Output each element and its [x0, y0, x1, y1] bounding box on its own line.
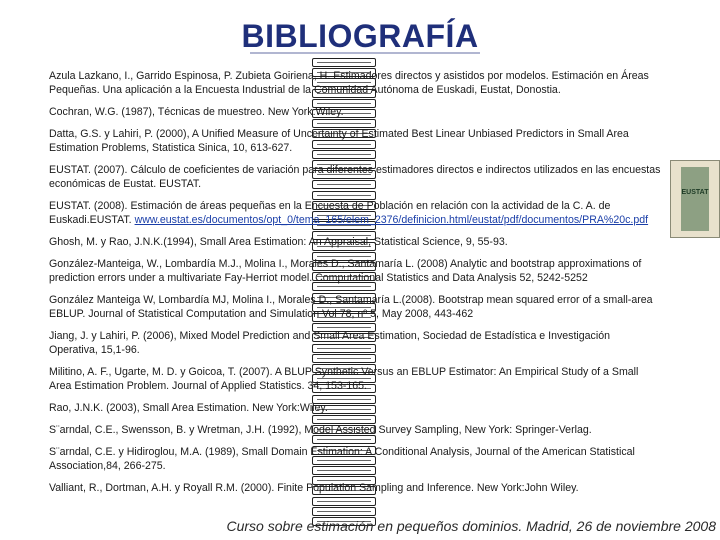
eustat-book-logo — [670, 160, 720, 238]
reference-item — [49, 199, 661, 227]
reference-text: González-Manteiga, W., Lombardía M.J., Molina I., Morales D., Santamaría L. (2008) Analytic and bootstrap approximations of prediction errors under a multivariate Fay-Herriot model. Computational Statistics and Data Analysis 52, 5242-5252 — [49, 258, 642, 284]
reference-text: González Manteiga W, Lombardía MJ, Molina I., Morales D., Santamaría L.(2008). Bootstrap mean squared error of a small-area EBLUP. Journal of Statistical Computation and Simulation Vol 78, nº 5, May 2008, 443-462 — [49, 294, 653, 320]
page-title: BIBLIOGRAFÍA — [241, 18, 479, 54]
reference-text: Militino, A. F., Ugarte, M. D. y Goicoa, T. (2007). A BLUP Synthetic Versus an EBLUP Estimator: An Empirical Study of a Small Area Estimation Problem. Journal of Applied Statistics. 34, 153-165. — [49, 366, 639, 392]
reference-list — [49, 69, 661, 495]
title-underline — [250, 52, 480, 54]
reference-link[interactable]: www.eustat.es/documentos/opt_0/tema_165/elem_2376/definicion.html/eustat/pdf/documentos/PRA%20c.pdf — [134, 214, 649, 226]
reference-text: Ghosh, M. y Rao, J.N.K.(1994), Small Area Estimation: An Appraisal, Statistical Science, 9, 55-93. — [49, 236, 508, 248]
reference-item — [49, 127, 661, 155]
spine-segment — [312, 58, 376, 67]
reference-item — [49, 69, 661, 97]
reference-text: Rao, J.N.K. (2003), Small Area Estimation. New York:Wiley. — [49, 402, 328, 414]
spine-segment — [312, 497, 376, 506]
reference-item — [49, 235, 661, 249]
reference-text: Azula Lazkano, I., Garrido Espinosa, P. Zubieta Goiriena, H. Estimadores directos y asistidos por modelos. Estimación en Áreas Pequeñas. Una aplicación a la Encuesta Industrial de la Comunidad Autónoma de Euskadi, Eustat, Donostia. — [49, 70, 649, 96]
reference-item — [49, 329, 661, 357]
reference-item — [49, 401, 661, 415]
footer-caption: Curso sobre estimación en pequeños dominios. Madrid, 26 de noviembre 2008 — [226, 518, 716, 534]
reference-item — [49, 163, 661, 191]
reference-text: S¨arndal, C.E. y Hidiroglou, M.A. (1989), Small Domain Estimation: A Conditional Analysis, Journal of the American Statistical Association,84, 266-275. — [49, 446, 635, 472]
reference-text: EUSTAT. (2008). Estimación de áreas pequeñas en la Encuesta de Población en relación con la actividad de la C. A. de Euskadi.EUSTAT. — [49, 200, 611, 226]
reference-item — [49, 105, 661, 119]
reference-item — [49, 365, 661, 393]
book-cover-band — [681, 167, 709, 231]
reference-text: Jiang, J. y Lahiri, P. (2006), Mixed Model Prediction and Small Area Estimation, Sociedad de Estadística e Investigación Operativa, 15,1-96. — [49, 330, 610, 356]
reference-text: Valliant, R., Dortman, A.H. y Royall R.M. (2000). Finite Population Sampling and Inference. New York:John Wiley. — [49, 482, 579, 494]
reference-item — [49, 293, 661, 321]
reference-text: Datta, G.S. y Lahiri, P. (2000), A Unified Measure of Uncertainty of Estimated Best Linear Unbiased Predictors in Small Area Estimation Problems, Statistica Sinica, 10, 613-627. — [49, 128, 629, 154]
reference-text: Cochran, W.G. (1987), Técnicas de muestreo. New York:Wiley. — [49, 106, 344, 118]
reference-item — [49, 445, 661, 473]
book-logo-text: EUSTAT — [681, 189, 709, 196]
spine-segment — [312, 507, 376, 516]
reference-item — [49, 257, 661, 285]
reference-item — [49, 423, 661, 437]
reference-text: EUSTAT. (2007). Cálculo de coeficientes de variación para diferentes estimadores directos e indirectos utilizados en las encuestas económicas de Eustat. EUSTAT. — [49, 164, 661, 190]
reference-text: S¨arndal, C.E., Swensson, B. y Wretman, J.H. (1992), Model Assisted Survey Sampling, New York: Springer-Verlag. — [49, 424, 592, 436]
reference-item — [49, 481, 661, 495]
